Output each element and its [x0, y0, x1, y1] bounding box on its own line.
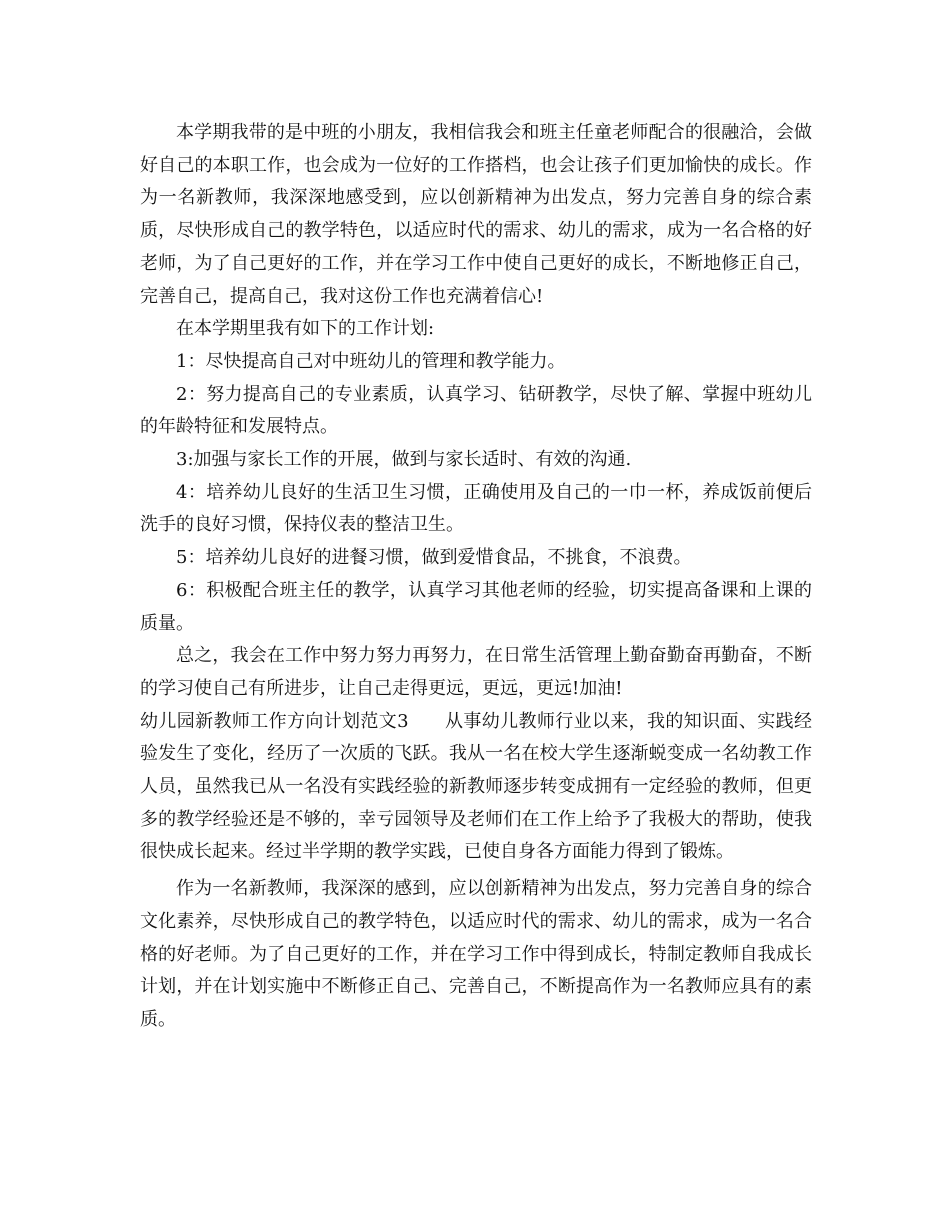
plan-item-3: 3:加强与家长工作的开展，做到与家长适时、有效的沟通. [176, 449, 632, 471]
section-3-second-paragraph: 作为一名新教师，我深深的感到，应以创新精神为出发点，努力完善自身的综合文化素养，尽快形成自己的教学特色，以适应时代的需求、幼儿的需求，成为一名合格的好老师。为了自己更好的工作，并在学习工作中得到成长，特制定教师自我成长计划，并在计划实施中不断修正自己、完善自己，不断提高作为一名教师应具有的素质。 [140, 878, 812, 1030]
paragraph-intro: 本学期我带的是中班的小朋友，我相信我会和班主任童老师配合的很融洽，会做好自己的本职工作，也会成为一位好的工作搭档，也会让孩子们更加愉快的成长。作为一名新教师，我深深地感受到，应以创新精神为出发点，努力完善自身的综合素质，尽快形成自己的教学特色，以适应时代的需求、幼儿的需求，成为一名合格的好老师，为了自己更好的工作，并在学习工作中使自己更好的成长，不断地修正自己，完善自己，提高自己，我对这份工作也充满着信心! [140, 122, 812, 307]
paragraph-conclusion: 总之，我会在工作中努力努力再努力，在日常生活管理上勤奋勤奋再勤奋，不断的学习使自己有所进步，让自己走得更远，更远，更远!加油! [140, 645, 812, 699]
plan-item-1: 1：尽快提高自己对中班幼儿的管理和教学能力。 [176, 350, 566, 372]
paragraph-plan-intro: 在本学期里我有如下的工作计划: [176, 318, 435, 340]
section-3-first-paragraph-text: 从事幼儿教师行业以来，我的知识面、实践经验发生了变化，经历了一次质的飞跃。我从一名在校大学生逐渐蜕变成一名幼教工作人员，虽然我已从一名没有实践经验的新教师逐步转变成拥有一定经验的教师，但更多的教学经验还是不够的，幸亏园领导及老师们在工作上给予了我极大的帮助，使我很快成长起来。经过半学期的教学实践，已使自身各方面能力得到了锻炼。 [140, 710, 813, 863]
plan-item-6: 6：积极配合班主任的教学，认真学习其他老师的经验，切实提高备课和上课的质量。 [140, 579, 812, 634]
plan-item-5: 5：培养幼儿良好的进餐习惯，做到爱惜食品，不挑食，不浪费。 [176, 547, 692, 569]
plan-item-4: 4：培养幼儿良好的生活卫生习惯，正确使用及自己的一巾一杯，养成饭前便后洗手的良好习惯，保持仪表的整洁卫生。 [140, 481, 812, 536]
plan-item-2: 2：努力提高自己的专业素质，认真学习、钻研教学，尽快了解、掌握中班幼儿的年龄特征和发展特点。 [140, 383, 812, 438]
section-title: 幼儿园新教师工作方向计划范文3 [140, 710, 409, 732]
document-body [140, 117, 812, 1037]
section-3-first-paragraph [140, 706, 812, 870]
